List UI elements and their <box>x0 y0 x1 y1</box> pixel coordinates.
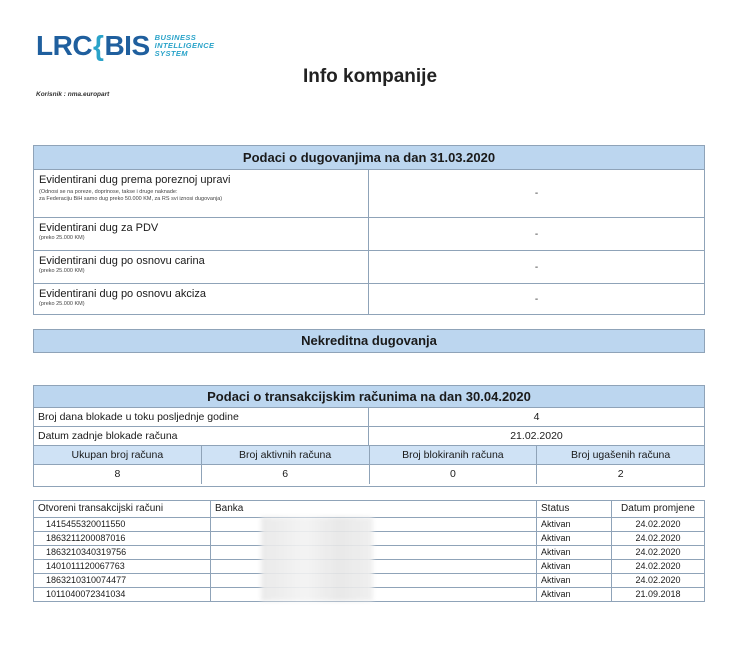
transactions-section <box>33 385 705 487</box>
account-number: 1863210310074477 <box>34 574 211 588</box>
bank-name <box>211 546 537 560</box>
change-date: 24.02.2020 <box>612 518 705 532</box>
change-date: 24.02.2020 <box>612 546 705 560</box>
logo-subtitle <box>155 34 215 58</box>
blocked-days-row <box>34 408 704 427</box>
logo-wordmark <box>36 30 150 62</box>
col-date: Datum promjene <box>612 501 705 518</box>
user-line: Korisnik : nma.europart <box>36 91 110 98</box>
debt-value: - <box>534 228 539 240</box>
count-header: Broj blokiranih računa <box>370 446 538 464</box>
count-value: 0 <box>370 465 538 484</box>
account-number: 1011040072341034 <box>34 588 211 602</box>
change-date: 24.02.2020 <box>612 560 705 574</box>
debt-note: (preko 25.000 KM) <box>39 235 85 241</box>
account-number: 1401011120067763 <box>34 560 211 574</box>
logo-text-right: BIS <box>104 30 150 61</box>
account-counts-header <box>34 446 704 465</box>
debt-row-akciza <box>34 284 704 314</box>
count-header: Broj aktivnih računa <box>202 446 370 464</box>
debt-section <box>33 145 705 315</box>
debt-note-line: (Odnosi se na poreze, doprinose, takse i druge naknade: <box>39 189 178 195</box>
debt-label <box>34 218 369 250</box>
lrc-bis-logo <box>36 30 214 62</box>
logo-brace: { <box>93 30 104 61</box>
account-number: 1863210340319756 <box>34 546 211 560</box>
bank-name <box>211 588 537 602</box>
count-header: Broj ugašenih računa <box>571 449 671 461</box>
account-status: Aktivan <box>537 546 612 560</box>
account-status: Aktivan <box>537 532 612 546</box>
last-block-label: Datum zadnje blokade računa <box>34 427 369 445</box>
debt-label-text: Evidentirani dug za PDV <box>39 222 159 234</box>
last-block-value: 21.02.2020 <box>510 430 563 442</box>
debt-note: (preko 25.000 KM) <box>39 301 85 307</box>
bank-name <box>211 532 537 546</box>
nekreditna-title: Nekreditna dugovanja <box>34 330 704 352</box>
debt-value: - <box>534 188 539 199</box>
debt-label-text: Evidentirani dug prema poreznoj upravi <box>39 174 231 186</box>
account-number: 1863211200087016 <box>34 532 211 546</box>
debt-note-line: za Federaciju BiH samo dug preko 50.000 KM, za RS svi iznosi dugovanja) <box>39 196 223 202</box>
debt-label-text: Evidentirani dug po osnovu akciza <box>39 288 206 300</box>
change-date: 24.02.2020 <box>612 532 705 546</box>
blocked-days-label: Broj dana blokade u toku posljednje godine <box>34 408 369 426</box>
col-account: Otvoreni transakcijski računi <box>34 501 211 518</box>
account-status: Aktivan <box>537 574 612 588</box>
logo-text-left: LRC <box>36 30 93 61</box>
last-block-row <box>34 427 704 446</box>
change-date: 21.09.2018 <box>612 588 705 602</box>
count-header: Ukupan broj računa <box>34 446 202 464</box>
account-status: Aktivan <box>537 518 612 532</box>
debt-label <box>34 251 369 283</box>
logo-sub-line: SYSTEM <box>154 49 188 58</box>
logo-sub-line: BUSINESS <box>154 33 197 42</box>
accounts-header-row <box>34 501 705 518</box>
transactions-title: Podaci o transakcijskim računima na dan 30.04.2020 <box>34 386 704 408</box>
bank-name <box>211 518 537 532</box>
debt-row-carina <box>34 251 704 284</box>
debt-note: (preko 25.000 KM) <box>39 268 85 274</box>
account-status: Aktivan <box>537 560 612 574</box>
col-bank: Banka <box>211 501 537 518</box>
account-counts-values <box>34 465 704 484</box>
bank-name <box>211 574 537 588</box>
debt-row-pdv <box>34 218 704 251</box>
account-number: 1415455320011550 <box>34 518 211 532</box>
debt-label <box>34 170 369 217</box>
debt-row-tax <box>34 170 704 218</box>
page-title: Info kompanije <box>302 66 438 87</box>
debt-title: Podaci o dugovanjima na dan 31.03.2020 <box>34 146 704 170</box>
count-value: 8 <box>34 465 202 484</box>
debt-label <box>34 284 369 314</box>
nekreditna-section <box>33 329 705 353</box>
debt-label-text: Evidentirani dug po osnovu carina <box>39 255 205 267</box>
logo-sub-line: INTELLIGENCE <box>154 41 215 50</box>
bank-name <box>211 560 537 574</box>
change-date: 24.02.2020 <box>612 574 705 588</box>
col-status: Status <box>537 501 612 518</box>
redacted-bank-names <box>261 517 373 601</box>
count-value: 6 <box>202 465 370 484</box>
debt-value: - <box>534 293 539 305</box>
count-value: 2 <box>617 468 624 480</box>
debt-value: - <box>534 261 539 273</box>
blocked-days-value: 4 <box>533 411 540 423</box>
account-status: Aktivan <box>537 588 612 602</box>
debt-note <box>39 189 364 203</box>
